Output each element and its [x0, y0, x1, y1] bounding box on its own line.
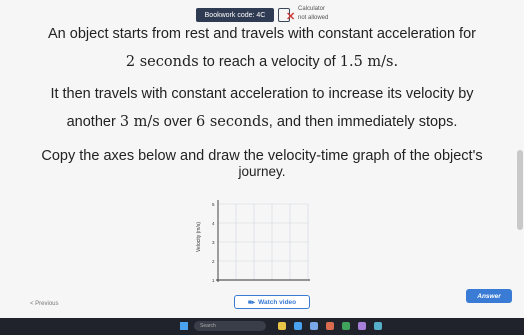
windows-start-icon[interactable]	[180, 322, 188, 330]
scrollbar[interactable]	[517, 150, 523, 230]
velocity-time-axes	[200, 196, 320, 288]
bookwork-code-badge: Bookwork code: 4C	[196, 8, 274, 22]
question-line-5: Copy the axes below and draw the velocity-time graph of the object's	[41, 148, 483, 164]
teams-icon[interactable]	[358, 322, 366, 330]
previous-button[interactable]: < Previous	[30, 301, 59, 307]
time-value-2: 6 seconds	[196, 114, 269, 130]
time-value-1: 2 seconds	[125, 54, 199, 70]
y-tick-label: 3	[212, 240, 215, 245]
taskbar	[0, 318, 524, 335]
question-line-6: journey.	[238, 164, 286, 179]
question-line-2	[0, 52, 524, 72]
calculator-status-text: not allowed	[298, 15, 329, 21]
velocity-value-1: 1.5 m/s.	[339, 54, 399, 70]
watch-video-button[interactable]	[234, 295, 310, 309]
calculator-status	[278, 6, 348, 26]
question-line-3: It then travels with constant acceleration to increase its velocity by	[50, 86, 474, 102]
question-line-1: An object starts from rest and travels with constant acceleration for	[48, 26, 476, 42]
question-line-2-text: to reach a velocity of	[198, 54, 340, 70]
chrome-icon[interactable]	[342, 322, 350, 330]
velocity-value-2: 3 m/s	[119, 114, 160, 130]
app-icon[interactable]	[374, 322, 382, 330]
y-tick-label: 4	[212, 221, 215, 226]
top-bar	[0, 4, 524, 22]
y-tick-label: 5	[212, 202, 215, 207]
answer-button[interactable]: Answer	[466, 289, 512, 303]
not-allowed-icon: ✕	[286, 11, 296, 23]
calculator-label: Calculator	[298, 6, 326, 12]
question-line-4	[0, 112, 524, 132]
mail-icon[interactable]	[326, 322, 334, 330]
video-icon: ■▸	[247, 299, 256, 306]
y-tick-label: 1	[212, 278, 215, 283]
edge-browser-icon[interactable]	[294, 322, 302, 330]
graph-y-axis-label: Velocity (m/s)	[196, 221, 202, 252]
store-icon[interactable]	[310, 322, 318, 330]
taskbar-search-input[interactable]: Search	[194, 321, 266, 331]
y-tick-label: 2	[212, 259, 215, 264]
file-explorer-icon[interactable]	[278, 322, 286, 330]
question-line-4-a: another	[66, 114, 120, 130]
question-line-4-c: , and then immediately stops.	[268, 114, 458, 130]
question-line-4-b: over	[159, 114, 196, 130]
watch-video-label: Watch video	[258, 298, 297, 306]
